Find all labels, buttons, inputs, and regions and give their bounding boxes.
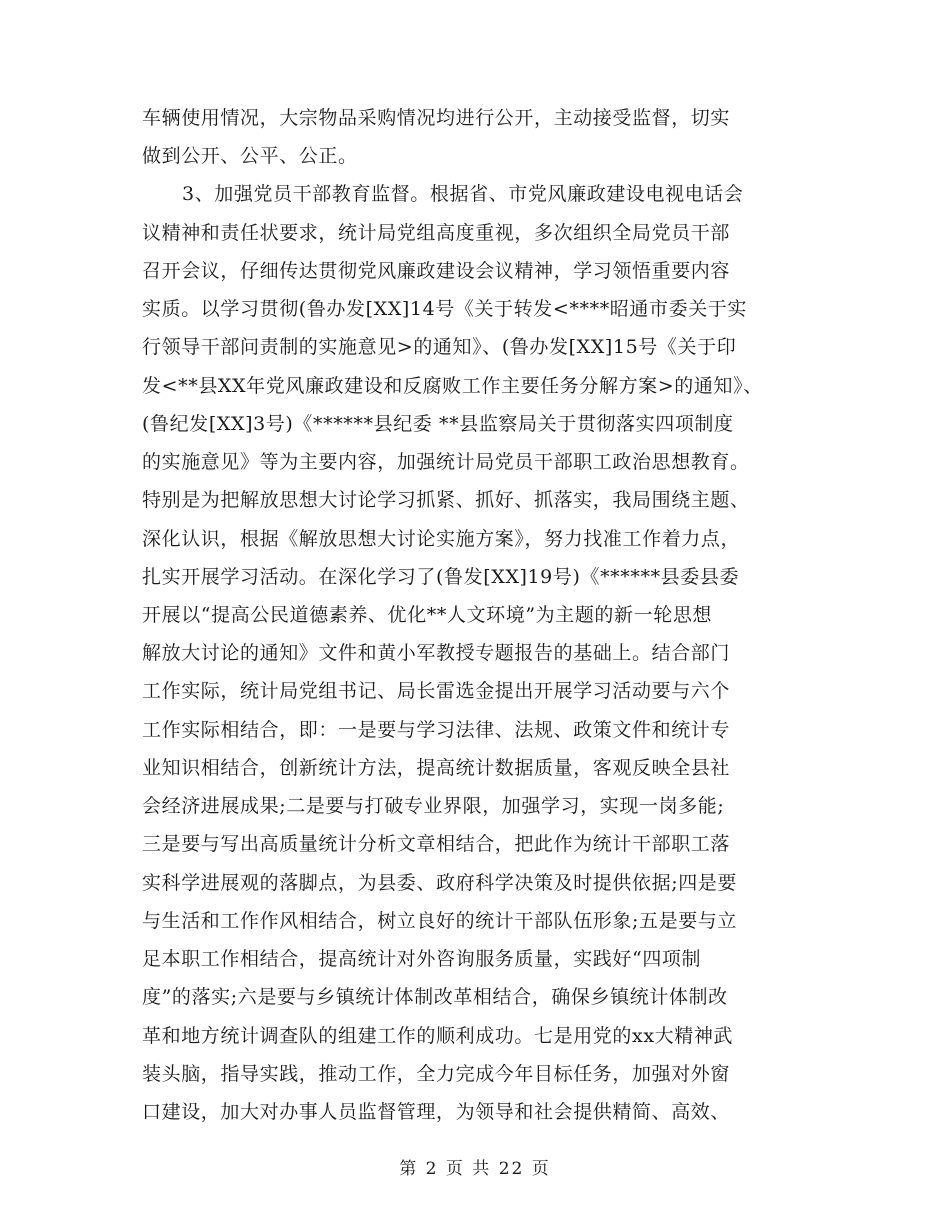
text-line: 业知识相结合，创新统计方法，提高统计数据质量，客观反映全县社 [142,757,731,779]
text-line: 装头脑，指导实践，推动工作，全力完成今年目标任务，加强对外窗 [142,1063,731,1085]
text-line: 工作实际相结合，即：一是要与学习法律、法规、政策文件和统计专 [142,719,731,741]
text-line: 与生活和工作作风相结合，树立良好的统计干部队伍形象;五是要与立 [142,910,738,932]
text-line: 议精神和责任状要求，统计局党组高度重视，多次组织全局党员干部 [142,222,731,244]
text-line: 口建设，加大对办事人员监督管理，为领导和社会提供精简、高效、 [142,1101,731,1123]
text-line: 实质。以学习贯彻(鲁办发[XX]14号《关于转发<****昭通市委关于实 [142,298,747,320]
text-line: 工作实际，统计局党组书记、局长雷选金提出开展学习活动要与六个 [142,680,731,702]
text-line: 实科学进展观的落脚点，为县委、政府科学决策及时提供依据;四是要 [142,872,738,894]
text-line: 开展以“提高公民道德素养、优化**人文环境”为主题的新一轮思想 [142,604,713,626]
text-line: 三是要与写出高质量统计分析文章相结合，把此作为统计干部职工落 [142,833,731,855]
text-line: 会经济进展成果;二是要与打破专业界限，加强学习，实现一岗多能; [142,795,725,817]
text-line: 解放大讨论的通知》文件和黄小军教授专题报告的基础上。结合部门 [142,642,731,664]
text-line: 车辆使用情况，大宗物品采购情况均进行公开，主动接受监督，切实 [142,107,731,129]
text-line: 的实施意见》等为主要内容，加强统计局党员干部职工政治思想教育。 [142,451,750,473]
text-line: 发<**县XX年党风廉政建设和反腐败工作主要任务分解方案>的通知》、 [142,375,763,397]
text-line: 度”的落实;六是要与乡镇统计体制改革相结合，确保乡镇统计体制改 [142,986,728,1008]
text-line: 召开会议，仔细传达贯彻党风廉政建设会议精神，学习领悟重要内容 [142,260,731,282]
text-line: 深化认识，根据《解放思想大讨论实施方案》，努力找准工作着力点， [142,528,741,550]
text-line: 扎实开展学习活动。在深化学习了(鲁发[XX]19号)《******县委县委 [142,566,740,588]
text-line: 革和地方统计调查队的组建工作的顺利成功。七是用党的xx大精神武 [142,1025,734,1047]
page-number-footer: 第 2 页 共 22 页 [399,1159,551,1179]
text-line: 足本职工作相结合，提高统计对外咨询服务质量，实践好“四项制 [142,948,702,970]
text-line: (鲁纪发[XX]3号)《******县纪委 **县监察局关于贯彻落实四项制度 [142,413,734,435]
text-line: 做到公开、公平、公正。 [142,145,358,167]
text-line: 行领导干部问责制的实施意见>的通知》、(鲁办发[XX]15号《关于印 [142,336,737,358]
paragraph-start-line: 3、加强党员干部教育监督。根据省、市党风廉政建设电视电话会 [182,183,744,205]
text-line: 特别是为把解放思想大讨论学习抓紧、抓好、抓落实，我局围绕主题、 [142,489,750,511]
